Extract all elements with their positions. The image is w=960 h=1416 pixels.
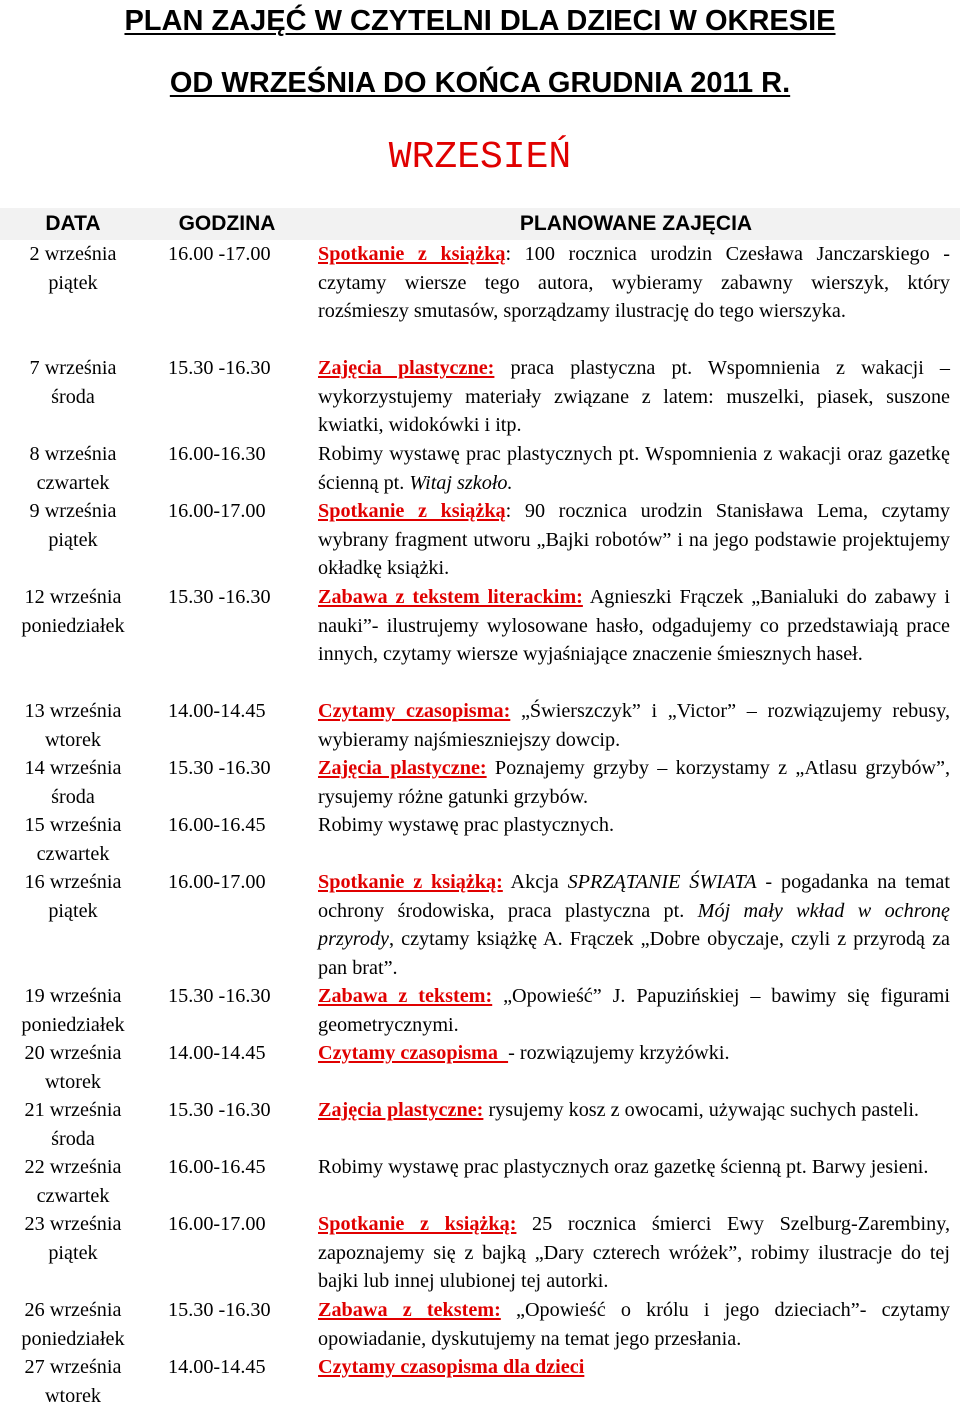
description-cell: Robimy wystawę prac plastycznych oraz gazetkę ścienną pt. Barwy jesieni. <box>318 1156 929 1178</box>
time-cell: 14.00-14.45 <box>168 1356 266 1378</box>
date-cell: 2 września piątek <box>29 243 117 294</box>
activity-label: Spotkanie z książką: <box>318 1213 517 1235</box>
date-cell: 8 września czwartek <box>29 443 117 494</box>
description-cell: Zabawa z tekstem: „Opowieść o królu i jego dzieciach”- czytamy opowiadanie, dyskutujemy na temat jego przesłania. <box>318 1299 950 1350</box>
table-row <box>0 754 960 811</box>
time-cell: 15.30 -16.30 <box>168 1299 271 1321</box>
date-cell: 19 września poniedziałek <box>21 985 125 1036</box>
description-cell: Spotkanie z książką: 100 rocznica urodzin Czesława Janczarskiego - czytamy wiersze tego autora, wybieramy zabawny wierszyk, który rozśmieszy smutasów, sporządzamy ilustrację do tego wierszyka. <box>318 243 950 323</box>
activity-label: Zabawa z tekstem: <box>318 1299 501 1321</box>
activity-label: Czytamy czasopisma <box>318 1042 509 1064</box>
description-cell: Robimy wystawę prac plastycznych pt. Wspomnienia z wakacji oraz gazetkę ścienną pt. Witaj szkoło. <box>318 443 950 494</box>
page-title-line-2: OD WRZEŚNIA DO KOŃCA GRUDNIA 2011 R. <box>169 67 791 99</box>
table-row <box>0 697 960 754</box>
activity-label: Zajęcia plastyczne: <box>318 1099 484 1121</box>
activity-label: Spotkanie z książką: <box>318 871 503 893</box>
table-header <box>0 208 960 240</box>
activity-label: Zabawa z tekstem literackim: <box>318 586 583 608</box>
activity-label: Zajęcia plastyczne: <box>318 757 487 779</box>
activity-label: Czytamy czasopisma dla dzieci <box>318 1356 585 1378</box>
table-row <box>0 1153 960 1210</box>
activity-label: Spotkanie z książką <box>318 243 506 265</box>
description-cell <box>318 1353 950 1382</box>
table-row <box>0 240 960 354</box>
description-cell: Zajęcia plastyczne: praca plastyczna pt. Wspomnienia z wakacji – wykorzystujemy materiały związane z latem: muszelki, piasek, suszone kwiatki, widokówki i itp. <box>318 357 950 437</box>
table-row <box>0 1096 960 1153</box>
date-cell: 12 września poniedziałek <box>21 586 125 637</box>
date-cell: 7 września środa <box>29 357 117 408</box>
description-cell: Spotkanie z książką: Akcja SPRZĄTANIE ŚWIATA - pogadanka na temat ochrony środowiska, praca plastyczna pt. Mój mały wkład w ochronę przyrody, czytamy książkę A. Frączek „Dobre obyczaje, czyli z przyrodą za pan brat”. <box>318 871 951 979</box>
table-row <box>0 1039 960 1096</box>
table-row <box>0 354 960 440</box>
time-cell: 16.00-16.30 <box>168 443 266 465</box>
time-cell: 16.00-17.00 <box>168 1213 266 1235</box>
table-row <box>0 1210 960 1296</box>
page-title-line-1: PLAN ZAJĘĆ W CZYTELNI DLA DZIECI W OKRESIE <box>124 5 836 37</box>
time-cell: 15.30 -16.30 <box>168 586 271 608</box>
activity-label: Spotkanie z książką <box>318 500 506 522</box>
date-cell: 23 września piątek <box>24 1213 122 1264</box>
column-header-description: PLANOWANE ZAJĘCIA <box>519 212 753 235</box>
date-cell: 20 września wtorek <box>24 1042 122 1093</box>
date-cell: 16 września piątek <box>24 871 122 922</box>
activity-label: Zabawa z tekstem: <box>318 985 493 1007</box>
time-cell: 16.00-16.45 <box>168 1156 266 1178</box>
date-cell: 14 września środa <box>24 757 122 808</box>
time-cell: 14.00-14.45 <box>168 1042 266 1064</box>
date-cell: 15 września czwartek <box>24 814 122 865</box>
table-row <box>0 1353 960 1410</box>
time-cell: 16.00-17.00 <box>168 500 266 522</box>
date-cell: 9 września piątek <box>29 500 117 551</box>
date-cell: 26 września poniedziałek <box>21 1299 125 1350</box>
time-cell: 15.30 -16.30 <box>168 985 271 1007</box>
table-row <box>0 868 960 982</box>
table-row <box>0 811 960 868</box>
time-cell: 16.00 -17.00 <box>168 243 271 265</box>
description-cell: Zabawa z tekstem literackim: Agnieszki Frączek „Banialuki do zabawy i nauki”- ilustrujemy wylosowane hasło, odgadujemy co przedstawiają prace innych, czytamy wiersze wyjaśniające znaczenie śmiesznych haseł. <box>318 586 950 666</box>
table-row <box>0 440 960 497</box>
description-cell: Czytamy czasopisma: „Świerszczyk” i „Victor” – rozwiązujemy rebusy, wybieramy najśmieszniejszy dowcip. <box>318 700 950 751</box>
column-header-date: DATA <box>45 212 101 235</box>
column-header-time: GODZINA <box>178 212 276 235</box>
time-cell: 16.00-16.45 <box>168 814 266 836</box>
description-cell: Spotkanie z książką: 25 rocznica śmierci Ewy Szelburg-Zarembiny, zapoznajemy się z bajką „Dary czterech wróżek”, robimy ilustracje do tej bajki lub innej ulubionej tej autorki. <box>318 1213 951 1293</box>
table-row <box>0 982 960 1039</box>
table-row <box>0 497 960 583</box>
date-cell: 21 września środa <box>24 1099 122 1150</box>
description-cell: Czytamy czasopisma - rozwiązujemy krzyżówki. <box>318 1042 730 1064</box>
time-cell: 15.30 -16.30 <box>168 1099 271 1121</box>
description-cell: Zabawa z tekstem: „Opowieść” J. Papuzińskiej – bawimy się figurami geometrycznymi. <box>318 985 950 1036</box>
activity-label: Czytamy czasopisma: <box>318 700 511 722</box>
description-cell: Robimy wystawę prac plastycznych. <box>318 814 615 836</box>
time-cell: 15.30 -16.30 <box>168 357 271 379</box>
description-cell: Zajęcia plastyczne: rysujemy kosz z owocami, używając suchych pasteli. <box>318 1099 919 1121</box>
date-cell: 27 września wtorek <box>24 1356 122 1407</box>
time-cell: 15.30 -16.30 <box>168 757 271 779</box>
schedule-table <box>0 240 960 1410</box>
date-cell: 22 września czwartek <box>24 1156 122 1207</box>
description-cell: Spotkanie z książką: 90 rocznica urodzin Stanisława Lema, czytamy wybrany fragment utworu „Bajki robotów” i na jego podstawie projektujemy okładkę książki. <box>318 500 951 580</box>
table-row <box>0 583 960 697</box>
time-cell: 14.00-14.45 <box>168 700 266 722</box>
time-cell: 16.00-17.00 <box>168 871 266 893</box>
activity-label: Zajęcia plastyczne: <box>318 357 495 379</box>
description-cell: Zajęcia plastyczne: Poznajemy grzyby – korzystamy z „Atlasu grzybów”, rysujemy różne gatunki grzybów. <box>318 757 950 808</box>
date-cell: 13 września wtorek <box>24 700 122 751</box>
month-heading: WRZESIEŃ <box>388 136 572 179</box>
table-row <box>0 1296 960 1353</box>
